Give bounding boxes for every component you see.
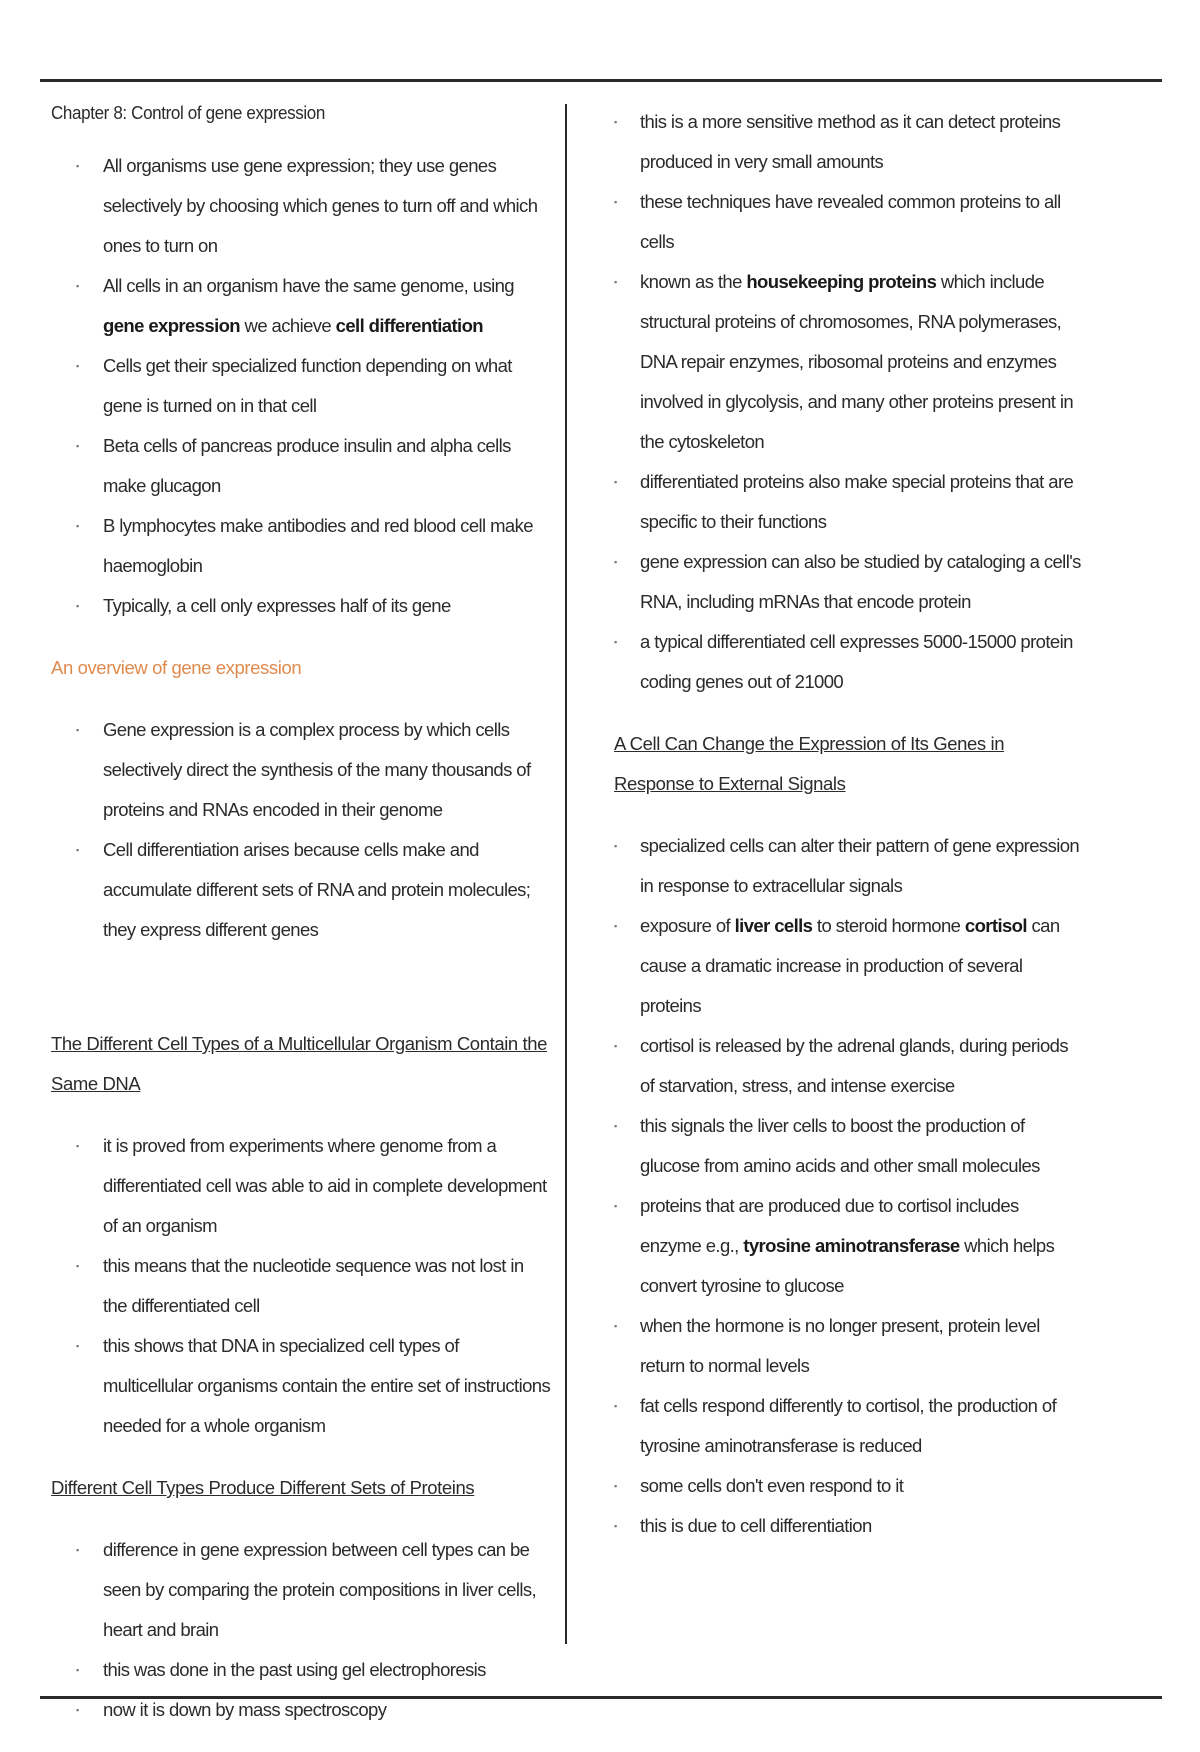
list-item: ▪ Gene expression is a complex process by which cells selectively direct the synthesis of the many thousands of proteins and RNAs encoded in their genome <box>51 710 551 830</box>
overview-heading: An overview of gene expression <box>51 657 302 678</box>
list-item: ▪ this shows that DNA in specialized cell types of multicellular organisms contain the entire set of instructions needed for a whole organism <box>51 1326 551 1446</box>
list-item: ▪ difference in gene expression between cell types can be seen by comparing the protein compositions in liver cells, heart and brain <box>51 1530 551 1650</box>
list-item: ▪ this means that the nucleotide sequence was not lost in the differentiated cell <box>51 1246 551 1326</box>
list-item: ▪ proteins that are produced due to cortisol includes enzyme e.g., tyrosine aminotransferase which helps convert tyrosine to glucose <box>614 1186 1084 1306</box>
list-item: ▪ now it is down by mass spectroscopy <box>51 1690 551 1730</box>
top-rule <box>40 79 1162 82</box>
list-item: ▪ some cells don't even respond to it <box>614 1466 1084 1506</box>
list-item: ▪ a typical differentiated cell expresses 5000-15000 protein coding genes out of 21000 <box>614 622 1084 702</box>
list-item: ▪ known as the housekeeping proteins which include structural proteins of chromosomes, RNA polymerases, DNA repair enzymes, ribosomal proteins and enzymes involved in glycolysis, and many other proteins present in the cytoskeleton <box>614 262 1084 462</box>
intro-list <box>51 146 551 626</box>
bottom-rule <box>40 1696 1162 1699</box>
list-item: ▪ Beta cells of pancreas produce insulin and alpha cells make glucagon <box>51 426 551 506</box>
chapter-title: Chapter 8: Control of gene expression <box>51 102 326 123</box>
bold-term: cell differentiation <box>335 315 483 336</box>
column-divider <box>565 104 567 1644</box>
list-item: ▪ All organisms use gene expression; they use genes selectively by choosing which genes to turn off and which ones to turn on <box>51 146 551 266</box>
list-item: ▪ Cells get their specialized function depending on what gene is turned on in that cell <box>51 346 551 426</box>
list-item: ▪ specialized cells can alter their pattern of gene expression in response to extracellular signals <box>614 826 1084 906</box>
list-item: ▪ B lymphocytes make antibodies and red blood cell make haemoglobin <box>51 506 551 586</box>
signals-heading: A Cell Can Change the Expression of Its Genes in Response to External Signals <box>614 733 1005 794</box>
left-column <box>51 102 551 1752</box>
list-item: ▪ these techniques have revealed common proteins to all cells <box>614 182 1084 262</box>
same-dna-list <box>51 1126 551 1446</box>
signals-list <box>614 826 1084 1546</box>
bold-term: housekeeping proteins <box>746 271 937 292</box>
proteins-list <box>51 1530 551 1730</box>
list-item: ▪ this was done in the past using gel electrophoresis <box>51 1650 551 1690</box>
list-item: ▪ this signals the liver cells to boost the production of glucose from amino acids and other small molecules <box>614 1106 1084 1186</box>
list-item: ▪ this is due to cell differentiation <box>614 1506 1084 1546</box>
list-item: ▪ it is proved from experiments where genome from a differentiated cell was able to aid in complete development of an organism <box>51 1126 551 1246</box>
list-item: ▪ exposure of liver cells to steroid hormone cortisol can cause a dramatic increase in production of several proteins <box>614 906 1084 1026</box>
list-item: ▪ gene expression can also be studied by cataloging a cell's RNA, including mRNAs that encode protein <box>614 542 1084 622</box>
proteins-heading: Different Cell Types Produce Different Sets of Proteins <box>51 1477 475 1498</box>
list-item: ▪ fat cells respond differently to cortisol, the production of tyrosine aminotransferase is reduced <box>614 1386 1084 1466</box>
proteins-list-continued <box>614 102 1084 702</box>
list-item: ▪ this is a more sensitive method as it can detect proteins produced in very small amounts <box>614 102 1084 182</box>
bold-term: gene expression <box>103 315 241 336</box>
bold-term: liver cells <box>734 915 813 936</box>
right-column <box>614 102 1084 1568</box>
overview-list <box>51 710 551 950</box>
list-item: ▪ All cells in an organism have the same genome, using gene expression we achieve cell differentiation <box>51 266 551 346</box>
bold-term: tyrosine aminotransferase <box>743 1235 960 1256</box>
list-item: ▪ cortisol is released by the adrenal glands, during periods of starvation, stress, and intense exercise <box>614 1026 1084 1106</box>
list-item: ▪ differentiated proteins also make special proteins that are specific to their functions <box>614 462 1084 542</box>
bold-term: cortisol <box>964 915 1027 936</box>
list-item: ▪ Typically, a cell only expresses half of its gene <box>51 586 551 626</box>
same-dna-heading: The Different Cell Types of a Multicellular Organism Contain the Same DNA <box>51 1033 548 1094</box>
list-item: ▪ when the hormone is no longer present, protein level return to normal levels <box>614 1306 1084 1386</box>
list-item: ▪ Cell differentiation arises because cells make and accumulate different sets of RNA and protein molecules; they express different genes <box>51 830 551 950</box>
